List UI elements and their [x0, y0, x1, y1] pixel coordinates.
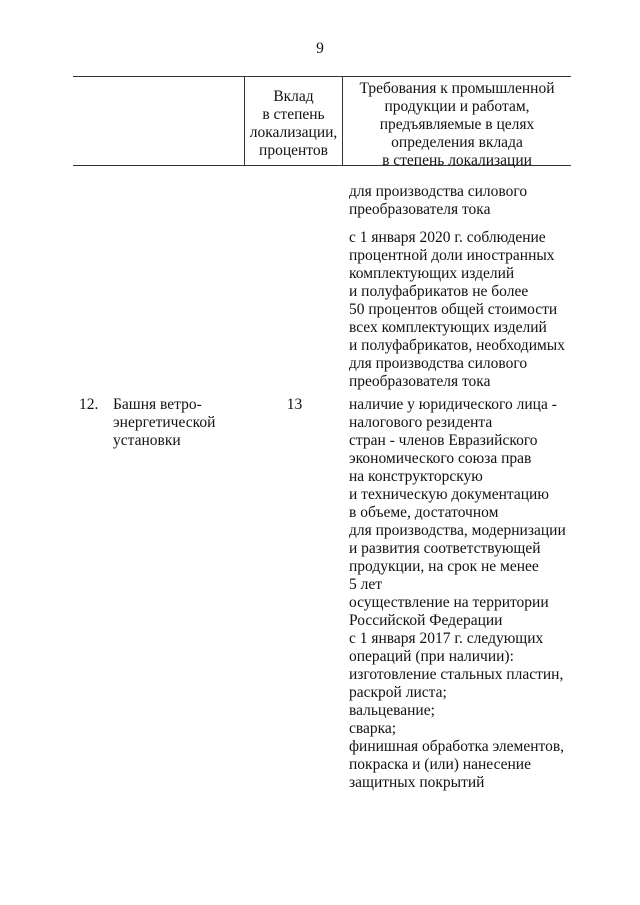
row-contribution-value: 13: [286, 396, 303, 413]
row-product-name: Башня ветро- энергетической установки: [113, 396, 216, 449]
continuation-paragraph-2: с 1 января 2020 г. соблюдение процентной доли иностранных комплектующих изделий и полуфабрикатов не более 50 процентов общей стоимости всех комплектующих изделий и полуфабрикатов, необходимых для производства силового преобразователя тока: [349, 229, 565, 390]
row-requirement-1: наличие у юридического лица - налогового резидента стран - членов Евразийского экономического союза прав на конструкторскую и техническую документацию в объеме, достаточном для производства, модернизации и развития соответствующей продукции, на срок не менее 5 лет: [349, 396, 566, 593]
page-number: 9: [316, 40, 324, 57]
table-top-rule: [73, 76, 571, 77]
row-number: 12.: [79, 396, 99, 413]
header-contribution: Вклад в степень локализации, процентов: [249, 88, 338, 159]
header-requirements: Требования к промышленной продукции и работам, предъявляемые в целях определения вклада в степень локализации: [359, 80, 555, 169]
continuation-paragraph-1: для производства силового преобразователя тока: [349, 183, 528, 218]
row-requirement-2: осуществление на территории Российской Федерации с 1 января 2017 г. следующих операций (при наличии): изготовление стальных пластин, раскрой листа; вальцевание; сварка; финишная обработка элементов, покраска и (или) нанесение защитных покрытий: [349, 594, 565, 791]
